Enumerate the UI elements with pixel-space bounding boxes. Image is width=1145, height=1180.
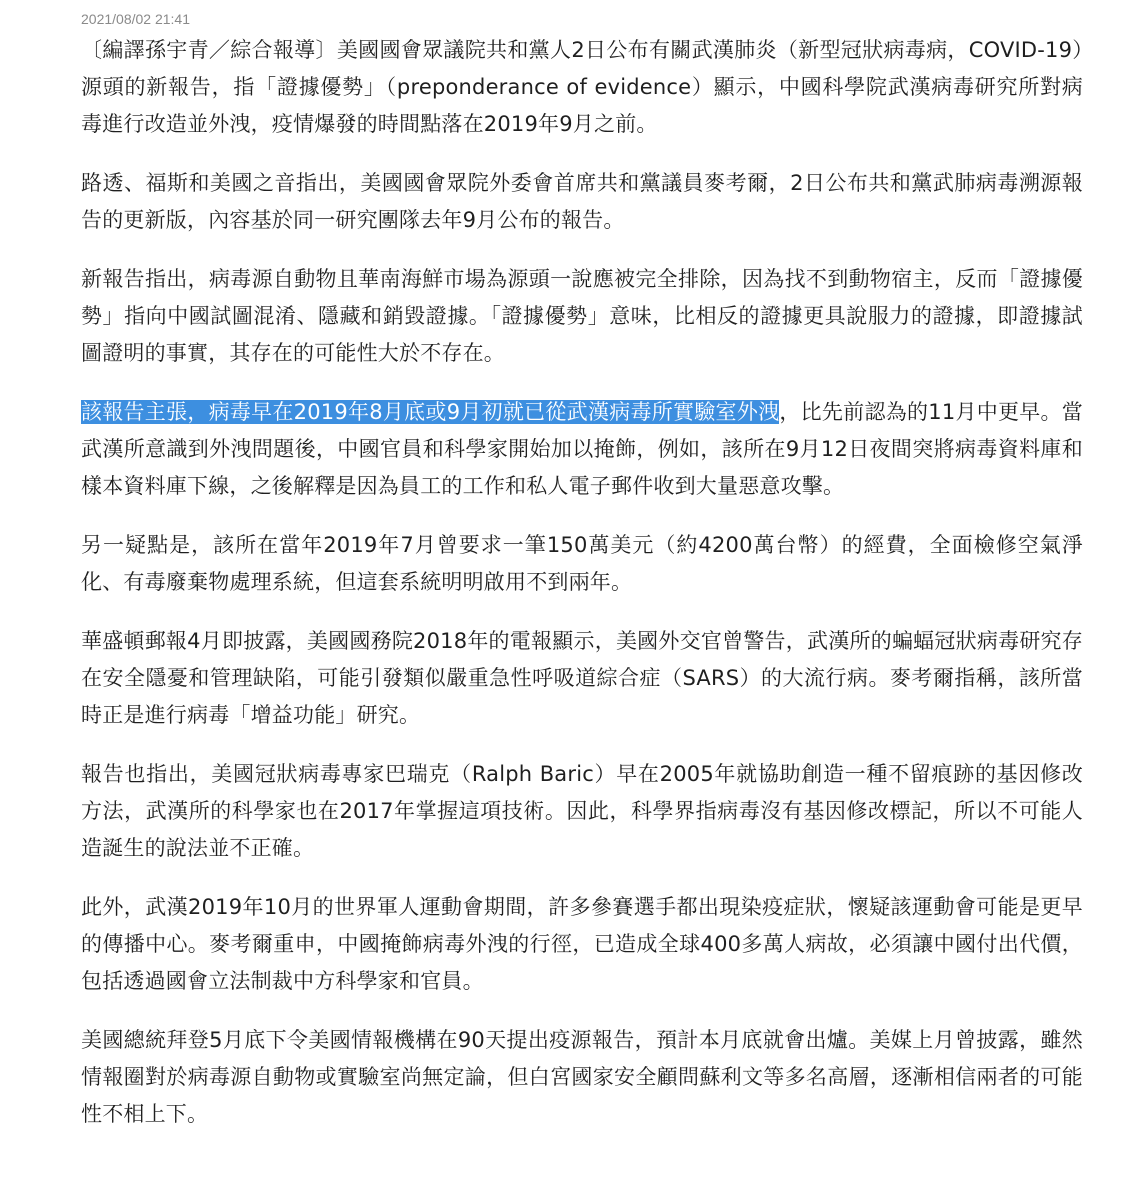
article-paragraph-2: 路透、福斯和美國之音指出，美國國會眾院外委會首席共和黨議員麥考爾，2日公布共和黨武肺病毒溯源報告的更新版，內容基於同一研究團隊去年9月公布的報告。 xyxy=(81,171,1083,232)
article-paragraph-1: 〔編譯孫宇青／綜合報導〕美國國會眾議院共和黨人2日公布有關武漢肺炎（新型冠狀病毒病，COVID-19）源頭的新報告，指「證據優勢」（preponderance of evidence）顯示，中國科學院武漢病毒研究所對病毒進行改造並外洩，疫情爆發的時間點落在2019年9月之前。 xyxy=(81,38,1083,136)
article-paragraph-7: 報告也指出，美國冠狀病毒專家巴瑞克（Ralph Baric）早在2005年就協助創造一種不留痕跡的基因修改方法，武漢所的科學家也在2017年掌握這項技術。因此，科學界指病毒沒有基因修改標記，所以不可能人造誕生的說法並不正確。 xyxy=(81,762,1083,860)
paragraph-4-rest: ，比先前認為的11月中更早。當武漢所意識到外洩問題後，中國官員和科學家開始加以掩飾，例如，該所在9月12日夜間突將病毒資料庫和樣本資料庫下線，之後解釋是因為員工的工作和私人電子郵件收到大量惡意攻擊。 xyxy=(81,400,1083,498)
article-paragraph-4[interactable] xyxy=(81,394,1083,505)
article-paragraph-3: 新報告指出，病毒源自動物且華南海鮮市場為源頭一說應被完全排除，因為找不到動物宿主，反而「證據優勢」指向中國試圖混淆、隱藏和銷毀證據。「證據優勢」意味，比相反的證據更具說服力的證據，即證據試圖證明的事實，其存在的可能性大於不存在。 xyxy=(81,267,1083,365)
article-paragraph-6: 華盛頓郵報4月即披露，美國國務院2018年的電報顯示，美國外交官曾警告，武漢所的蝙蝠冠狀病毒研究存在安全隱憂和管理缺陷，可能引發類似嚴重急性呼吸道綜合症（SARS）的大流行病。麥考爾指稱，該所當時正是進行病毒「增益功能」研究。 xyxy=(81,629,1083,727)
article-paragraph-5: 另一疑點是，該所在當年2019年7月曾要求一筆150萬美元（約4200萬台幣）的經費，全面檢修空氣淨化、有毒廢棄物處理系統，但這套系統明明啟用不到兩年。 xyxy=(81,533,1083,594)
article-paragraph-9: 美國總統拜登5月底下令美國情報機構在90天提出疫源報告，預計本月底就會出爐。美媒上月曾披露，雖然情報圈對於病毒源自動物或實驗室尚無定論，但白宮國家安全顧問蘇利文等多名高層，逐漸相信兩者的可能性不相上下。 xyxy=(81,1028,1083,1126)
article-paragraph-8: 此外，武漢2019年10月的世界軍人運動會期間，許多參賽選手都出現染疫症狀，懷疑該運動會可能是更早的傳播中心。麥考爾重申，中國掩飾病毒外洩的行徑，已造成全球400多萬人病故，必須讓中國付出代價，包括透過國會立法制裁中方科學家和官員。 xyxy=(81,895,1083,993)
publish-timestamp: 2021/08/02 21:41 xyxy=(81,11,190,27)
selected-text-highlight[interactable]: 該報告主張，病毒早在2019年8月底或9月初就已從武漢病毒所實驗室外洩 xyxy=(81,400,780,424)
